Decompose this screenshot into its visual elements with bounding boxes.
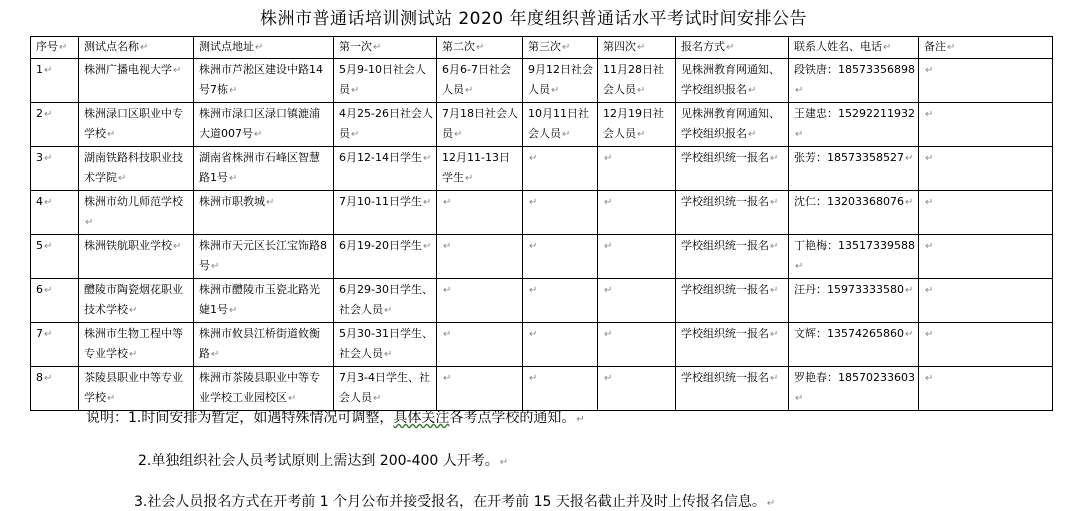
header-label: 备注 [924,40,946,53]
col-second-cell: ↵ [437,235,523,279]
note-2: 2.单独组织社会人员考试原则上需达到 200-400 人开考。↵ [138,453,509,469]
col-remark-cell: ↵ [919,191,1053,235]
header-col-site-name: 测试点名称↵ [79,37,194,59]
cell-text: 段铁唐：18573356898 [794,63,915,76]
cell-text: 罗艳春：18570233603 [794,371,915,384]
cell-text: 2 [36,107,43,120]
col-contact-cell: 王建忠：15292211932↵ [789,103,919,147]
col-first-cell: 5月30-31日学生、社会人员↵ [334,323,437,367]
cell-text: 株洲市生物工程中等专业学校 [84,327,183,360]
col-second-cell: ↵ [437,323,523,367]
cell-text: 学校组织统一报名 [681,283,769,296]
col-second-cell: 7月18日社会人员↵ [437,103,523,147]
cell-text: 10月11日社会人员 [528,107,589,140]
header-label: 第四次 [603,40,636,53]
col-site-name-cell: 株洲渌口区职业中专学校↵ [79,103,194,147]
header-col-fourth: 第四次↵ [598,37,676,59]
table-row [31,367,1053,411]
cell-text: 5月9-10日社会人员 [339,63,426,96]
cell-text: 汪丹：15973333580 [794,283,904,296]
col-fourth-cell: ↵ [598,323,676,367]
cell-text: 株洲市天元区长江宝饰路8号 [199,239,327,272]
header-col-remark: 备注↵ [919,37,1053,59]
col-signup-cell: 学校组织统一报名↵ [676,147,789,191]
cell-text: 学校组织统一报名 [681,195,769,208]
header-label: 联系人姓名、电话 [794,40,882,53]
cell-text: 王建忠：15292211932 [794,107,915,120]
table-row [31,147,1053,191]
cell-text: 株洲市茶陵县职业中等专业学校工业园校区 [199,371,320,404]
note-3-text: 3.社会人员报名方式在开考前 1 个月公布并接受报名，在开考前 15 天报名截止并及时上传报名信息。 [134,494,766,510]
table-row [31,323,1053,367]
col-index-cell: 7↵ [31,323,79,367]
col-third-cell: ↵ [523,147,598,191]
cell-text: 1 [36,63,43,76]
col-site-name-cell: 株洲市幼儿师范学校↵ [79,191,194,235]
col-first-cell: 7月3-4日学生、社会人员↵ [334,367,437,411]
header-col-signup: 报名方式↵ [676,37,789,59]
col-site-name-cell: 茶陵县职业中等专业学校↵ [79,367,194,411]
col-fourth-cell: ↵ [598,147,676,191]
col-first-cell: 6月29-30日学生、社会人员↵ [334,279,437,323]
col-remark-cell: ↵ [919,279,1053,323]
cell-text: 株洲市芦淞区建设中路14号7栋 [199,63,323,96]
col-signup-cell: 见株洲教育网通知、学校组织报名↵ [676,59,789,103]
col-site-address-cell: 湖南省株洲市石峰区智慧路1号↵ [194,147,334,191]
cell-text: 文辉：13574265860 [794,327,904,340]
note-2-text: 2.单独组织社会人员考试原则上需达到 200-400 人开考。 [138,453,499,469]
col-first-cell: 5月9-10日社会人员↵ [334,59,437,103]
cell-text: 株洲市攸县江桥街道攸衡路 [199,327,320,360]
cell-text: 学校组织统一报名 [681,239,769,252]
cell-text: 株洲渌口区职业中专学校 [84,107,183,140]
col-index-cell: 4↵ [31,191,79,235]
cell-text: 6月29-30日学生、社会人员 [339,283,433,316]
cell-text: 学校组织统一报名 [681,151,769,164]
header-label: 序号 [36,40,58,53]
header-label: 测试点名称 [84,40,139,53]
col-index-cell: 3↵ [31,147,79,191]
page-title: 株洲市普通话培训测试站 2020 年度组织普通话水平考试时间安排公告 [259,9,808,29]
cell-text: 学校组织统一报名 [681,371,769,384]
col-contact-cell: 沈仁：13203368076↵ [789,191,919,235]
col-fourth-cell: ↵ [598,279,676,323]
header-col-site-address: 测试点地址↵ [194,37,334,59]
col-first-cell: 7月10-11日学生↵ [334,191,437,235]
col-remark-cell: ↵ [919,235,1053,279]
col-third-cell: ↵ [523,191,598,235]
header-col-contact: 联系人姓名、电话↵ [789,37,919,59]
cell-text: 株洲市渌口区渌口镇漉浦大道007号 [199,107,320,140]
col-site-name-cell: 株洲广播电视大学↵ [79,59,194,103]
col-site-address-cell: 株洲市渌口区渌口镇漉浦大道007号↵ [194,103,334,147]
col-site-name-cell: 湖南铁路科技职业技术学院↵ [79,147,194,191]
table-row [31,279,1053,323]
cell-text: 株洲广播电视大学 [84,63,172,76]
cell-text: 6月19-20日学生 [339,239,422,252]
col-index-cell: 1↵ [31,59,79,103]
col-first-cell: 4月25-26日社会人员↵ [334,103,437,147]
table-row [31,103,1053,147]
col-third-cell: 10月11日社会人员↵ [523,103,598,147]
header-label: 第三次 [528,40,561,53]
col-signup-cell: 学校组织统一报名↵ [676,323,789,367]
note-1-suffix: 各考点学校的通知。 [449,410,576,426]
cell-text: 株洲市醴陵市玉瓷北路光婕1号 [199,283,320,316]
col-remark-cell: ↵ [919,59,1053,103]
note-3: 3.社会人员报名方式在开考前 1 个月公布并接受报名，在开考前 15 天报名截止并及时上传报名信息。↵ [134,494,776,510]
table-row [31,59,1053,103]
cell-text: 湖南铁路科技职业技术学院 [84,151,183,184]
col-signup-cell: 学校组织统一报名↵ [676,279,789,323]
col-index-cell: 8↵ [31,367,79,411]
col-fourth-cell: ↵ [598,235,676,279]
header-col-first: 第一次↵ [334,37,437,59]
col-third-cell: ↵ [523,279,598,323]
col-index-cell: 5↵ [31,235,79,279]
col-remark-cell: ↵ [919,103,1053,147]
col-site-address-cell: 株洲市天元区长江宝饰路8号↵ [194,235,334,279]
col-remark-cell: ↵ [919,367,1053,411]
col-second-cell: ↵ [437,279,523,323]
col-second-cell: ↵ [437,367,523,411]
cell-text: 4 [36,195,43,208]
header-label: 测试点地址 [199,40,254,53]
col-fourth-cell: 11月28日社会人员↵ [598,59,676,103]
cell-text: 9月12日社会人员 [528,63,593,96]
col-contact-cell: 张芳：18573358527↵ [789,147,919,191]
cell-text: 醴陵市陶瓷烟花职业技术学校 [84,283,183,316]
cell-text: 12月11-13日学生 [442,151,510,184]
header-label: 第一次 [339,40,372,53]
col-site-address-cell: 株洲市职教城↵ [194,191,334,235]
cell-text: 张芳：18573358527 [794,151,904,164]
note-1-wavy: 具体关注 [393,410,450,426]
col-contact-cell: 丁艳梅：13517339588↵ [789,235,919,279]
col-third-cell: ↵ [523,323,598,367]
cell-text: 3 [36,151,43,164]
col-signup-cell: 学校组织统一报名↵ [676,235,789,279]
header-col-second: 第二次↵ [437,37,523,59]
col-fourth-cell: 12月19日社会人员↵ [598,103,676,147]
cell-text: 见株洲教育网通知、学校组织报名 [681,63,780,96]
col-contact-cell: 文辉：13574265860↵ [789,323,919,367]
col-index-cell: 2↵ [31,103,79,147]
col-third-cell: 9月12日社会人员↵ [523,59,598,103]
cell-text: 4月25-26日社会人员 [339,107,433,140]
header-col-third: 第三次↵ [523,37,598,59]
cell-text: 8 [36,371,43,384]
cell-text: 5 [36,239,43,252]
col-first-cell: 6月12-14日学生↵ [334,147,437,191]
col-signup-cell: 见株洲教育网通知、学校组织报名↵ [676,103,789,147]
col-second-cell: ↵ [437,191,523,235]
col-contact-cell: 汪丹：15973333580↵ [789,279,919,323]
cell-text: 11月28日社会人员 [603,63,664,96]
cell-text: 12月19日社会人员 [603,107,664,140]
col-site-address-cell: 株洲市茶陵县职业中等专业学校工业园校区↵ [194,367,334,411]
cell-text: 6月12-14日学生 [339,151,422,164]
col-site-address-cell: 株洲市醴陵市玉瓷北路光婕1号↵ [194,279,334,323]
col-signup-cell: 学校组织统一报名↵ [676,191,789,235]
col-fourth-cell: ↵ [598,191,676,235]
cell-text: 茶陵县职业中等专业学校 [84,371,183,404]
col-contact-cell: 段铁唐：18573356898↵ [789,59,919,103]
cell-text: 学校组织统一报名 [681,327,769,340]
exam-schedule-table [30,36,1053,411]
cell-text: 7月3-4日学生、社会人员 [339,371,430,404]
header-col-index: 序号↵ [31,37,79,59]
cell-text: 株洲市幼儿师范学校 [84,195,183,208]
col-third-cell: ↵ [523,235,598,279]
cell-text: 株洲市职教城 [199,195,265,208]
col-second-cell: 12月11-13日学生↵ [437,147,523,191]
cell-text: 株洲铁航职业学校 [84,239,172,252]
cell-text: 湖南省株洲市石峰区智慧路1号 [199,151,320,184]
col-site-name-cell: 株洲市生物工程中等专业学校↵ [79,323,194,367]
cell-text: 见株洲教育网通知、学校组织报名 [681,107,780,140]
cell-text: 丁艳梅：13517339588 [794,239,915,252]
col-site-name-cell: 株洲铁航职业学校↵ [79,235,194,279]
col-site-address-cell: 株洲市攸县江桥街道攸衡路↵ [194,323,334,367]
header-label: 第二次 [442,40,475,53]
col-index-cell: 6↵ [31,279,79,323]
cell-text: 7 [36,327,43,340]
col-signup-cell: 学校组织统一报名↵ [676,367,789,411]
table-row [31,191,1053,235]
col-fourth-cell: ↵ [598,367,676,411]
header-label: 报名方式 [681,40,725,53]
col-first-cell: 6月19-20日学生↵ [334,235,437,279]
col-site-name-cell: 醴陵市陶瓷烟花职业技术学校↵ [79,279,194,323]
cell-text: 7月10-11日学生 [339,195,422,208]
col-contact-cell: 罗艳春：18570233603↵ [789,367,919,411]
col-remark-cell: ↵ [919,147,1053,191]
col-second-cell: 6月6-7日社会人员↵ [437,59,523,103]
cell-text: 5月30-31日学生、社会人员 [339,327,433,360]
table-header-row [31,37,1053,59]
cell-text: 6月6-7日社会人员 [442,63,511,96]
note-1: 说明：1.时间安排为暂定，如遇特殊情况可调整，具体关注各考点学校的通知。↵ [86,410,585,426]
cell-text: 7月18日社会人员 [442,107,518,140]
note-1-prefix: 说明：1.时间安排为暂定，如遇特殊情况可调整， [86,410,394,426]
col-third-cell: ↵ [523,367,598,411]
col-site-address-cell: 株洲市芦淞区建设中路14号7栋↵ [194,59,334,103]
cell-text: 沈仁：13203368076 [794,195,904,208]
col-remark-cell: ↵ [919,323,1053,367]
cell-text: 6 [36,283,43,296]
table-row [31,235,1053,279]
